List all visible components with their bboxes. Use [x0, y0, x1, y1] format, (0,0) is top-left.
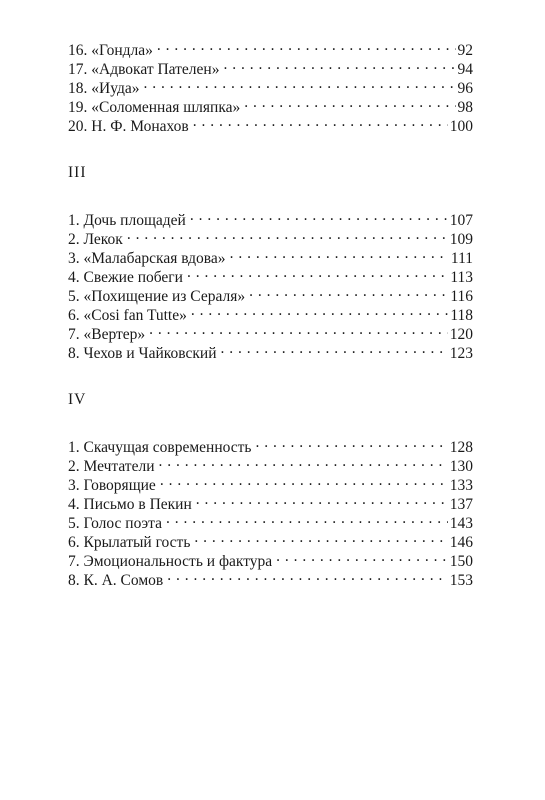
leader-dots: [166, 509, 448, 528]
toc-entry-title: 1. Дочь площадей: [68, 212, 186, 229]
leader-dots: [191, 301, 448, 320]
toc-section-iii: [68, 163, 473, 362]
toc-entry-title: 1. Скачущая современность: [68, 439, 252, 456]
toc-entry-page: 143: [449, 515, 473, 532]
toc-entry-page: 94: [457, 61, 473, 78]
leader-dots: [255, 433, 447, 452]
toc-entry-title: 8. К. А. Сомов: [68, 572, 164, 589]
toc-entry-title: 19. «Соломенная шляпка»: [68, 99, 241, 116]
toc-entry-page: 153: [449, 572, 473, 589]
leader-dots: [249, 282, 448, 301]
toc-entry: [68, 36, 473, 59]
toc-section-iv: [68, 390, 473, 589]
leader-dots: [223, 55, 455, 74]
leader-dots: [167, 566, 448, 585]
toc-entry-title: 6. «Cosi fan Tutte»: [68, 307, 187, 324]
section-heading: III: [68, 164, 87, 181]
leader-dots: [244, 93, 455, 112]
toc-entry-page: 137: [449, 496, 473, 513]
toc-entry-title: 4. Свежие побеги: [68, 269, 183, 286]
leader-dots: [187, 263, 448, 282]
toc-entry-page: 107: [449, 212, 473, 229]
leader-dots: [127, 225, 448, 244]
toc-entry-title: 16. «Гондла»: [68, 42, 153, 59]
toc-entry-title: 6. Крылатый гость: [68, 534, 191, 551]
table-of-contents: [68, 36, 473, 589]
toc-entry-page: 150: [449, 553, 473, 570]
toc-entry-title: 18. «Иуда»: [68, 80, 140, 97]
section-heading: IV: [68, 391, 87, 408]
toc-entry-page: 133: [449, 477, 473, 494]
toc-entry-page: 120: [449, 326, 473, 343]
toc-entry-page: 109: [449, 231, 473, 248]
toc-entry-page: 128: [449, 439, 473, 456]
toc-entry-title: 8. Чехов и Чайковский: [68, 345, 217, 362]
toc-entry-title: 20. Н. Ф. Монахов: [68, 118, 189, 135]
toc-entry-title: 7. Эмоциональность и фактура: [68, 553, 273, 570]
toc-entry-page: 92: [457, 42, 473, 59]
toc-entry-page: 100: [449, 118, 473, 135]
leader-dots: [276, 547, 448, 566]
toc-entry-title: 5. Голос поэта: [68, 515, 162, 532]
toc-entry-title: 7. «Вертер»: [68, 326, 146, 343]
toc-entry-page: 116: [450, 288, 473, 305]
toc-entry-title: 2. Лекок: [68, 231, 123, 248]
leader-dots: [221, 339, 448, 358]
leader-dots: [196, 490, 448, 509]
leader-dots: [160, 471, 448, 490]
toc-entry: [68, 225, 473, 248]
toc-entry-page: 118: [450, 307, 473, 324]
toc-entry-page: 123: [449, 345, 473, 362]
toc-entry-page: 98: [457, 99, 473, 116]
toc-entry-page: 113: [450, 269, 473, 286]
toc-entry-page: 111: [450, 250, 473, 267]
toc-entry-title: 3. Говорящие: [68, 477, 156, 494]
leader-dots: [194, 528, 447, 547]
toc-section-continued: [68, 36, 473, 135]
leader-dots: [149, 320, 448, 339]
toc-entry-title: 4. Письмо в Пекин: [68, 496, 192, 513]
leader-dots: [230, 244, 449, 263]
toc-entry-title: 3. «Малабарская вдова»: [68, 250, 226, 267]
toc-entry: [68, 244, 473, 267]
toc-entry-title: 2. Мечтатели: [68, 458, 155, 475]
toc-entry: [68, 433, 473, 456]
toc-entry-page: 146: [449, 534, 473, 551]
toc-entry-page: 96: [457, 80, 473, 97]
leader-dots: [157, 36, 456, 55]
leader-dots: [190, 206, 448, 225]
leader-dots: [159, 452, 448, 471]
leader-dots: [143, 74, 455, 93]
toc-entry-title: 5. «Похищение из Сераля»: [68, 288, 246, 305]
toc-entry-title: 17. «Адвокат Пателен»: [68, 61, 220, 78]
toc-entry: [68, 206, 473, 229]
toc-entry-page: 130: [449, 458, 473, 475]
leader-dots: [193, 112, 448, 131]
